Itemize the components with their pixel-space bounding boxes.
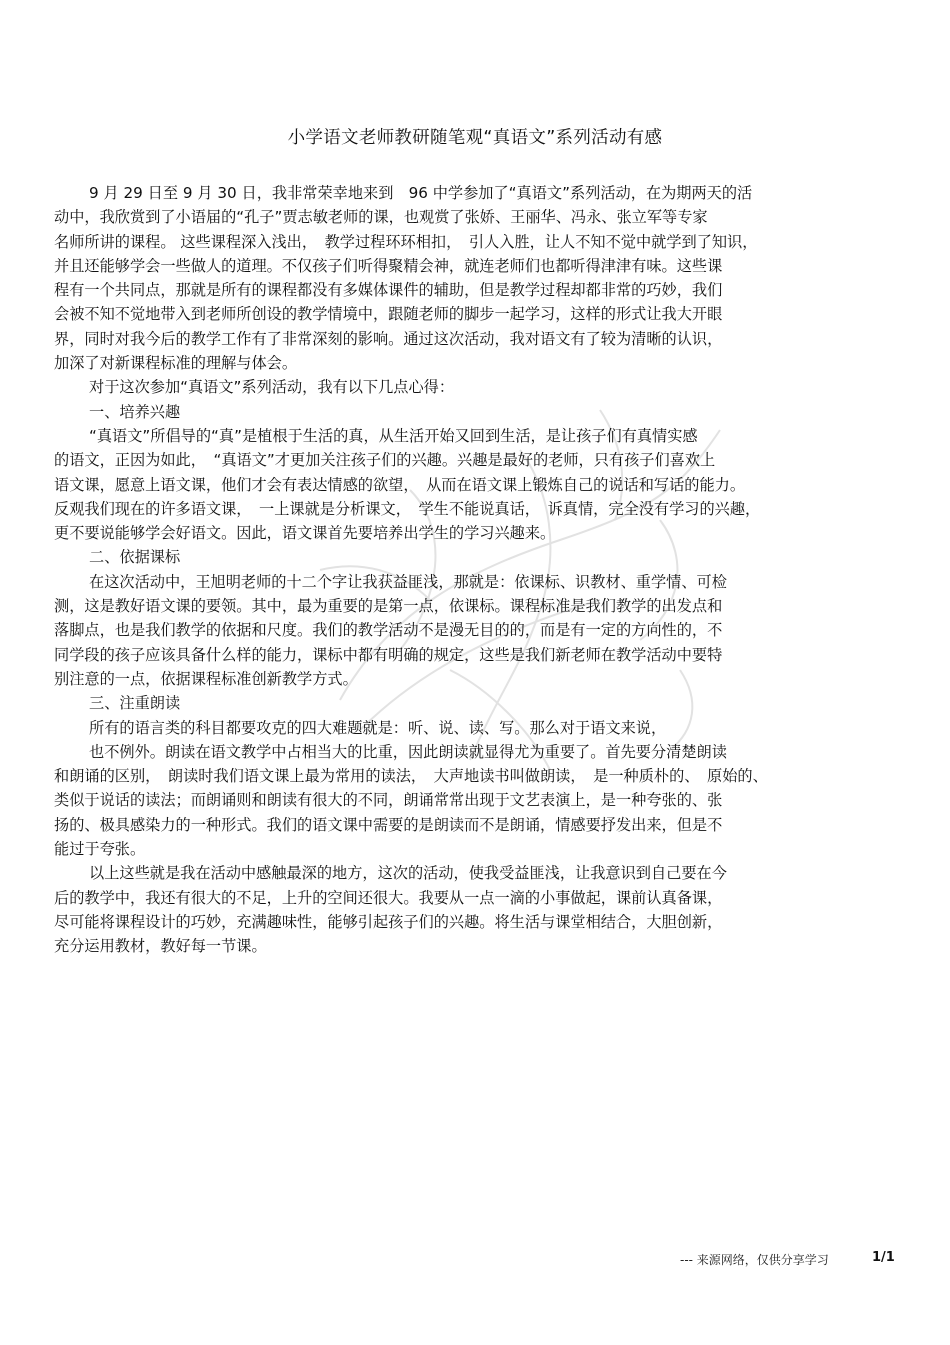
paragraph-line: 扬的、极具感染力的一种形式。我们的语文课中需要的是朗读而不是朗诵，情感要抒发出来，但是不 — [54, 815, 723, 834]
paragraph-line: 程有一个共同点，那就是所有的课程都没有多媒体课件的辅助，但是教学过程却都非常的巧妙，我们 — [54, 281, 723, 300]
section-heading: 三、注重朗读 — [89, 694, 181, 713]
paragraph-line: 测，这是教好语文课的要领。其中，最为重要的是第一点，依课标。课程标准是我们教学的出发点和 — [54, 597, 723, 616]
section-heading: 二、依据课标 — [89, 548, 181, 567]
paragraph-line: 会被不知不觉地带入到老师所创设的教学情境中，跟随老师的脚步一起学习，这样的形式让我大开眼 — [54, 305, 723, 324]
paragraph-line: 9 月 29 日至 9 月 30 日，我非常荣幸地来到 96 中学参加了“真语文”系列活动，在为期两天的活 — [89, 184, 753, 202]
document-title: 小学语文老师教研随笔观“真语文”系列活动有感 — [287, 128, 663, 148]
paragraph-line: 在这次活动中，王旭明老师的十二个字让我获益匪浅，那就是：依课标、识教材、重学情、可检 — [89, 572, 727, 591]
paragraph-line: 也不例外。朗读在语文教学中占相当大的比重，因此朗读就显得尤为重要了。首先要分清楚朗读 — [89, 742, 727, 761]
paragraph-line: 尽可能将课程设计的巧妙，充满趣味性，能够引起孩子们的兴趣。将生活与课堂相结合，大胆创新， — [54, 912, 723, 931]
paragraph-line: 的语文，正因为如此， “真语文”才更加关注孩子们的兴趣。兴趣是最好的老师，只有孩子们喜欢上 — [54, 451, 716, 470]
paragraph-line: 加深了对新课程标准的理解与体会。 — [54, 354, 297, 373]
paragraph-line: 落脚点，也是我们教学的依据和尺度。我们的教学活动不是漫无目的的，而是有一定的方向性的，不 — [54, 621, 723, 640]
paragraph-line: 名师所讲的课程。 这些课程深入浅出， 教学过程环环相扣， 引人入胜，让人不知不觉中就学到了知识， — [54, 232, 758, 251]
paragraph-line: 以上这些就是我在活动中感触最深的地方，这次的活动，使我受益匪浅，让我意识到自己要在今 — [89, 864, 727, 883]
paragraph-line: 并且还能够学会一些做人的道理。不仅孩子们听得聚精会神，就连老师们也都听得津津有味。这些课 — [54, 256, 723, 275]
paragraph-line: 别注意的一点，依据课程标准创新教学方式。 — [54, 669, 358, 688]
paragraph-line: 更不要说能够学会好语文。因此，语文课首先要培养出学生的学习兴趣来。 — [54, 524, 556, 543]
paragraph-line: 界，同时对我今后的教学工作有了非常深刻的影响。通过这次活动，我对语文有了较为清晰的认识， — [54, 329, 723, 348]
paragraph-line: “真语文”所倡导的“真”是植根于生活的真，从生活开始又回到生活，是让孩子们有真情实感 — [89, 426, 698, 445]
paragraph-line: 能过于夸张。 — [54, 840, 146, 859]
paragraph-line: 所有的语言类的科目都要攻克的四大难题就是：听、说、读、写。那么对于语文来说， — [89, 718, 667, 737]
paragraph-line: 动中，我欣赏到了小语届的“孔子”贾志敏老师的课，也观赏了张娇、王丽华、冯永、张立军等专家 — [54, 208, 708, 227]
paragraph-line: 后的教学中，我还有很大的不足，上升的空间还很大。我要从一点一滴的小事做起，课前认真备课， — [54, 888, 723, 907]
paragraph-line: 充分运用教材，教好每一节课。 — [54, 937, 267, 956]
footer-source-note: --- 来源网络，仅供分享学习 — [680, 1253, 829, 1267]
paragraph-line: 反观我们现在的许多语文课， 一上课就是分析课文， 学生不能说真话， 诉真情，完全没有学习的兴趣， — [54, 499, 761, 518]
paragraph-line: 对于这次参加“真语文”系列活动，我有以下几点心得： — [89, 378, 455, 397]
paragraph-line: 同学段的孩子应该具备什么样的能力，课标中都有明确的规定，这些是我们新老师在教学活动中要特 — [54, 645, 723, 664]
paragraph-line: 类似于说话的读法；而朗诵则和朗读有很大的不同，朗诵常常出现于文艺表演上，是一种夸张的、张 — [54, 791, 723, 810]
section-heading: 一、培养兴趣 — [89, 402, 181, 421]
document-body — [54, 181, 894, 959]
page-number: 1/1 — [872, 1250, 895, 1265]
paragraph-line: 语文课，愿意上语文课，他们才会有表达情感的欲望， 从而在语文课上锻炼自己的说话和写话的能力。 — [54, 475, 746, 494]
paragraph-line: 和朗诵的区别， 朗读时我们语文课上最为常用的读法， 大声地读书叫做朗读， 是一种质朴的、 原始的、 — [54, 767, 768, 786]
